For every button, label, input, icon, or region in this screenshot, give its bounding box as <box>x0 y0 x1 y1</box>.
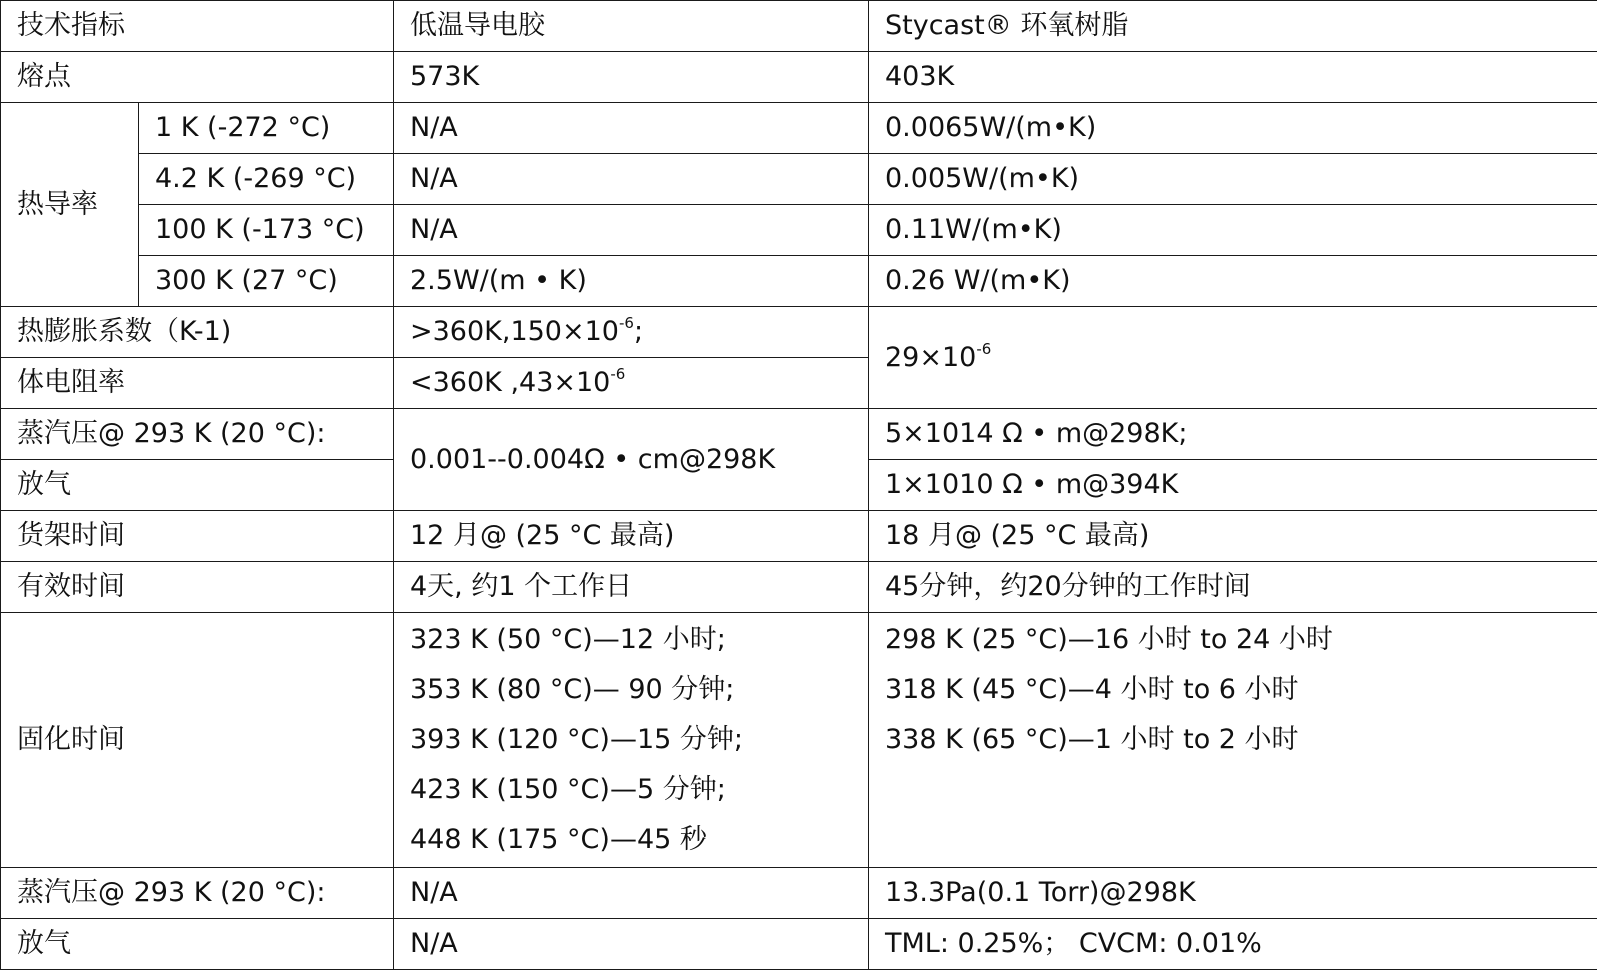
tc-b-1: 0.0065W/(m•K) <box>869 103 1597 154</box>
tc-b-3: 0.11W/(m•K) <box>869 205 1597 256</box>
tc-b-2: 0.005W/(m•K) <box>869 154 1597 205</box>
tc-a-1: N/A <box>394 103 869 154</box>
header-indicator: 技术指标 <box>1 1 394 52</box>
pot-life-row <box>1 562 1597 613</box>
vapor-pressure-row <box>1 868 1597 919</box>
shelf-life-row <box>1 511 1597 562</box>
tc-a-3: N/A <box>394 205 869 256</box>
shelf-life-a: 12 月@ (25 °C 最高) <box>394 511 869 562</box>
cure-time-b-line: 338 K (65 °C)—1 小时 to 2 小时 <box>885 724 1299 755</box>
expansion-b-sup: -6 <box>976 339 992 358</box>
cure-time-a-line: 423 K (150 °C)—5 分钟; <box>410 774 726 805</box>
outgassing-a: N/A <box>394 919 869 970</box>
outgassing-b: TML: 0.25%； CVCM: 0.01% <box>869 919 1597 970</box>
tc-temp-3: 100 K (-173 °C) <box>139 205 394 256</box>
cure-time-a-line: 353 K (80 °C)— 90 分钟; <box>410 674 735 705</box>
tc-a-4: 2.5W/(m • K) <box>394 256 869 307</box>
cure-time-b-line: 318 K (45 °C)—4 小时 to 6 小时 <box>885 674 1299 705</box>
header-col-a: 低温导电胶 <box>394 1 869 52</box>
melting-point-b: 403K <box>869 52 1597 103</box>
vapor-block-row <box>1 409 1597 460</box>
cure-time-a <box>394 613 869 868</box>
expansion-a-line1-sup: -6 <box>618 314 634 332</box>
cure-time-a-line: 323 K (50 °C)—12 小时; <box>410 624 726 655</box>
pot-life-b: 45分钟，约20分钟的工作时间 <box>869 562 1597 613</box>
expansion-row <box>1 307 1597 358</box>
header-row <box>1 1 1597 52</box>
cure-time-b-line: 298 K (25 °C)—16 小时 to 24 小时 <box>885 624 1333 655</box>
thermal-conductivity-row <box>1 103 1597 154</box>
expansion-a-line1-tail: ; <box>633 316 644 347</box>
thermal-conductivity-label: 热导率 <box>1 103 139 307</box>
cure-time-label: 固化时间 <box>1 613 394 868</box>
vapor-pressure-label: 蒸汽压@ 293 K (20 °C): <box>1 868 394 919</box>
vapor-pressure-a: N/A <box>394 868 869 919</box>
expansion-label: 热膨胀系数（K-1) <box>1 307 394 358</box>
cure-time-a-line: 448 K (175 °C)—45 秒 <box>410 824 707 855</box>
thermal-conductivity-row <box>1 154 1597 205</box>
tc-temp-4: 300 K (27 °C) <box>139 256 394 307</box>
pot-life-a: 4天, 约1 个工作日 <box>394 562 869 613</box>
melting-point-row <box>1 52 1597 103</box>
tc-temp-1: 1 K (-272 °C) <box>139 103 394 154</box>
shelf-life-label: 货架时间 <box>1 511 394 562</box>
cure-time-b <box>869 613 1597 868</box>
vapor-block-label-1: 蒸汽压@ 293 K (20 °C): <box>1 409 394 460</box>
tc-b-4: 0.26 W/(m•K) <box>869 256 1597 307</box>
vapor-block-a: 0.001--0.004Ω • cm@298K <box>394 409 869 511</box>
shelf-life-b: 18 月@ (25 °C 最高) <box>869 511 1597 562</box>
vapor-block-b-line1: 5×1014 Ω • m@298K; <box>869 409 1597 460</box>
melting-point-label: 熔点 <box>1 52 394 103</box>
outgassing-row <box>1 919 1597 970</box>
header-col-b: Stycast® 环氧树脂 <box>869 1 1597 52</box>
expansion-a-line2-base: <360K ,43×10 <box>410 367 611 398</box>
expansion-a-line1 <box>394 307 869 358</box>
tc-a-2: N/A <box>394 154 869 205</box>
vapor-pressure-b: 13.3Pa(0.1 Torr)@298K <box>869 868 1597 919</box>
cure-time-a-line: 393 K (120 °C)—15 分钟; <box>410 724 743 755</box>
tc-temp-2: 4.2 K (-269 °C) <box>139 154 394 205</box>
thermal-conductivity-row <box>1 205 1597 256</box>
thermal-conductivity-row <box>1 256 1597 307</box>
expansion-a-line2 <box>394 358 869 409</box>
cure-time-row <box>1 613 1597 868</box>
expansion-a-line2-sup: -6 <box>610 365 626 383</box>
outgassing-label: 放气 <box>1 919 394 970</box>
vapor-block-b-line2: 1×1010 Ω • m@394K <box>869 460 1597 511</box>
resistivity-label: 体电阻率 <box>1 358 394 409</box>
melting-point-a: 573K <box>394 52 869 103</box>
pot-life-label: 有效时间 <box>1 562 394 613</box>
expansion-b-base: 29×10 <box>885 341 977 373</box>
expansion-b <box>869 307 1597 409</box>
vapor-block-label-2: 放气 <box>1 460 394 511</box>
expansion-a-line1-base: >360K,150×10 <box>410 316 619 347</box>
